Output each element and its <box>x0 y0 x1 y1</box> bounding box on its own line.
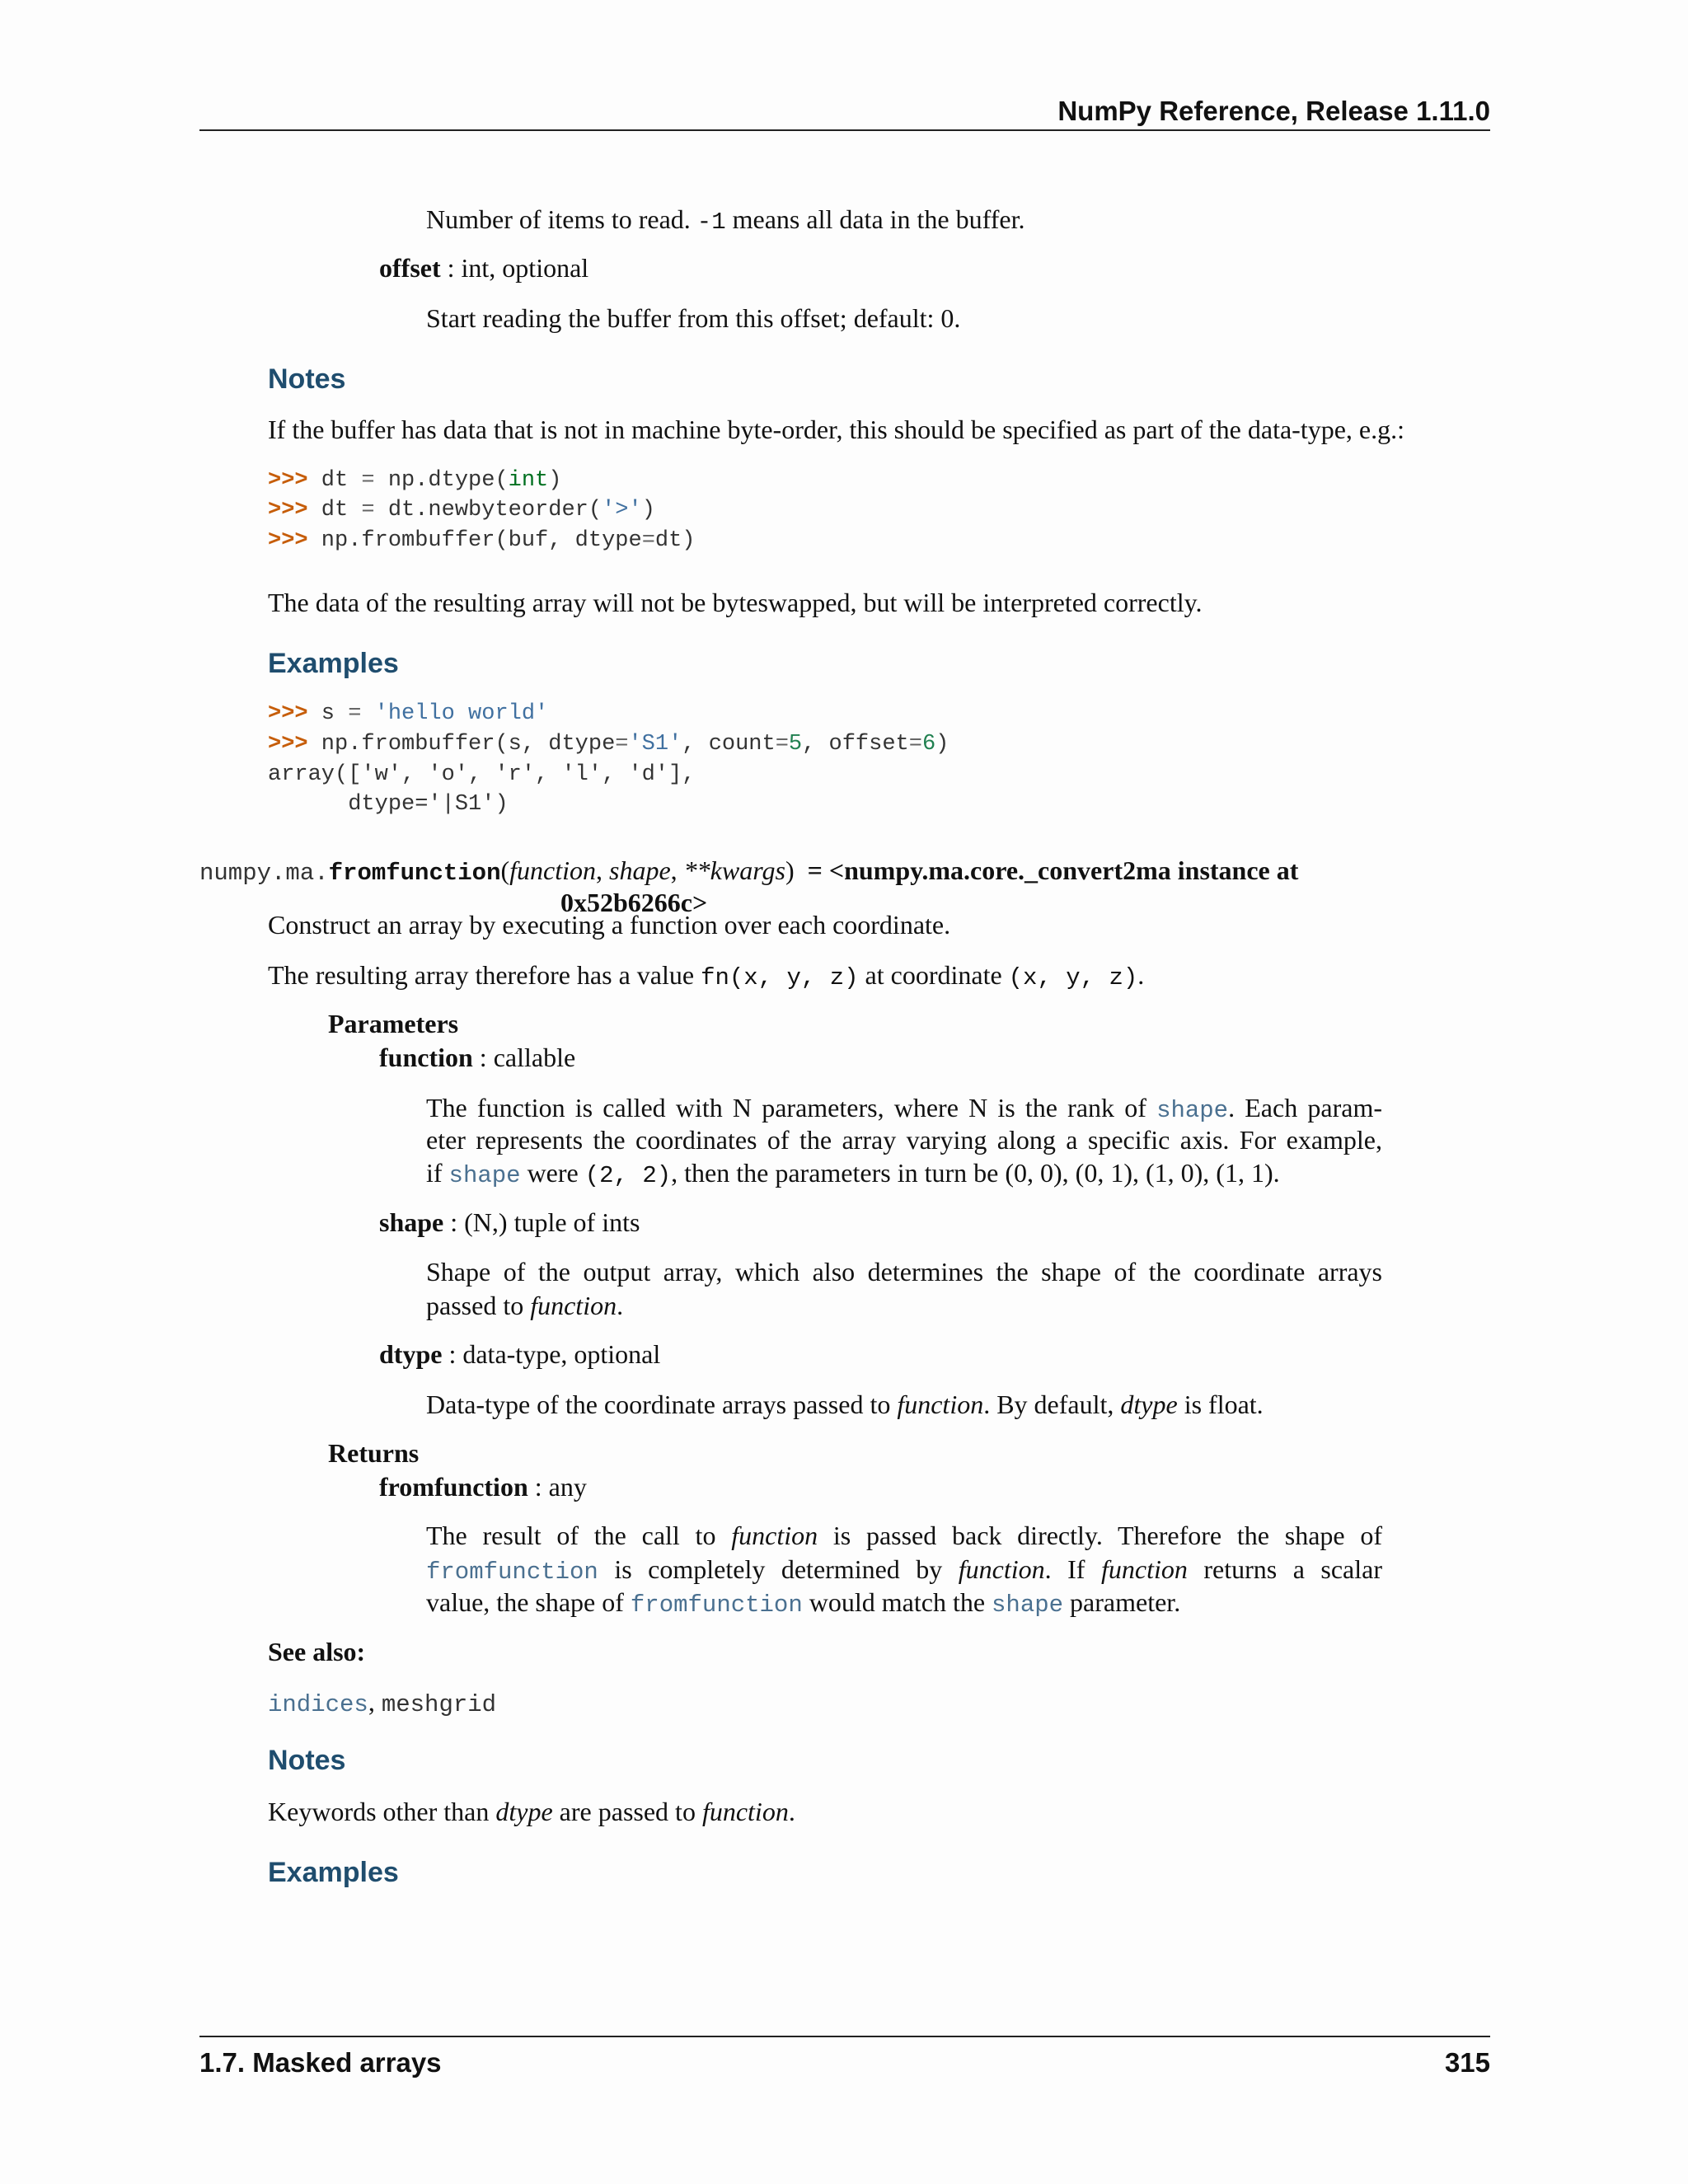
paren: ) <box>785 855 795 885</box>
operator: = <box>361 498 375 523</box>
prompt: >>> <box>268 701 308 726</box>
string: 'S1' <box>628 732 682 757</box>
meshgrid-ref: meshgrid <box>381 1691 497 1718</box>
notes-heading: Notes <box>268 363 346 395</box>
description: Construct an array by executing a function over each coordinate. <box>268 910 951 940</box>
text: . <box>1137 960 1145 990</box>
text: Keywords other than <box>268 1797 496 1826</box>
param-name: shape <box>379 1207 444 1237</box>
text: means all data in the buffer. <box>725 204 1025 234</box>
return-value <box>379 1474 587 1500</box>
text: , then the parameters in turn be (0, 0), (0, 1), (1, 0), (1, 1). <box>671 1158 1280 1188</box>
param-desc-line <box>426 1160 1280 1188</box>
text: function <box>1100 1554 1188 1584</box>
code: dt <box>307 468 362 493</box>
module-name: numpy.ma. <box>199 860 329 887</box>
param-desc-line <box>426 1292 623 1319</box>
examples-heading: Examples <box>268 648 399 679</box>
footer-section: 1.7. Masked arrays <box>199 2047 442 2078</box>
notes-heading: Notes <box>268 1745 346 1776</box>
text: if <box>426 1158 449 1188</box>
return-desc-line <box>426 1556 1382 1584</box>
offset-description: Start reading the buffer from this offset; default: 0. <box>426 303 961 333</box>
text: is float. <box>1177 1390 1264 1419</box>
header-rule <box>199 129 1490 131</box>
shape-link[interactable]: shape <box>1156 1097 1229 1124</box>
signature-value: = <numpy.ma.core._convert2ma instance at <box>800 855 1299 885</box>
text: . <box>788 1797 795 1826</box>
shape-link[interactable]: shape <box>992 1591 1064 1619</box>
text: parameter. <box>1063 1587 1181 1617</box>
code-line <box>268 703 548 725</box>
param-name: function <box>379 1043 473 1072</box>
notes-text <box>268 1798 795 1825</box>
code: np.dtype( <box>374 468 509 493</box>
param-offset <box>379 255 588 281</box>
code: s <box>307 701 349 726</box>
prompt: >>> <box>268 732 308 757</box>
string: '>' <box>602 498 642 523</box>
code: ) <box>548 468 562 493</box>
code-output: array(['w', 'o', 'r', 'l', 'd'], <box>268 762 696 787</box>
running-header: NumPy Reference, Release 1.11.0 <box>1057 96 1490 126</box>
prompt: >>> <box>268 498 308 523</box>
operator: = <box>361 468 375 493</box>
text: function <box>897 1390 984 1419</box>
code: (x, y, z) <box>1008 964 1138 991</box>
param-type: : int, optional <box>440 253 589 283</box>
text: . Each param- <box>1228 1093 1383 1122</box>
code-line <box>268 530 696 552</box>
return-desc-line <box>426 1589 1180 1617</box>
operator: = <box>615 732 629 757</box>
text: function <box>530 1291 617 1320</box>
prompt: >>> <box>268 468 308 493</box>
paren: ( <box>500 855 510 885</box>
code-line <box>268 499 655 522</box>
param-shape <box>379 1209 640 1235</box>
param: function <box>509 855 597 885</box>
text: value, the shape of <box>426 1587 631 1617</box>
text: . <box>617 1291 624 1320</box>
function-signature: numpy.ma.fromfunction(function, shape, **kwargs) = <numpy.ma.core._convert2ma instance at <box>199 855 1299 887</box>
indices-link[interactable]: indices <box>268 1691 368 1718</box>
page-number: 315 <box>1444 2047 1490 2078</box>
code: ) <box>641 498 655 523</box>
text: dtype <box>1120 1390 1178 1419</box>
returns-heading: Returns <box>328 1438 420 1468</box>
separator: , <box>368 1687 382 1717</box>
footer-rule <box>199 2036 1490 2037</box>
param-desc-line <box>426 1094 1382 1122</box>
text: function <box>701 1797 789 1826</box>
examples-heading: Examples <box>268 1857 399 1888</box>
param-name: offset <box>379 253 441 283</box>
signature-value-cont: 0x52b6266c> <box>560 888 708 917</box>
param: **kwargs <box>683 855 785 885</box>
number: 5 <box>788 732 803 757</box>
return-name: fromfunction <box>379 1472 528 1502</box>
code: -1 <box>696 209 726 236</box>
fromfunction-link[interactable]: fromfunction <box>630 1591 803 1619</box>
code: fn(x, y, z) <box>701 964 859 991</box>
text: . If <box>1044 1554 1101 1584</box>
code: (2, 2) <box>584 1162 672 1189</box>
text: dtype <box>495 1797 553 1826</box>
text: The result of the call to <box>426 1521 732 1550</box>
prompt: >>> <box>268 528 308 553</box>
param-desc-line: eter represents the coordinates of the array varying along a specific axis. For example, <box>426 1125 1382 1155</box>
text: The resulting array therefore has a value <box>268 960 701 990</box>
text: passed to <box>426 1291 531 1320</box>
count-description <box>426 206 1025 234</box>
code: dt.newbyteorder( <box>374 498 603 523</box>
code: , offset <box>802 732 909 757</box>
param-dtype <box>379 1341 660 1367</box>
code: np.frombuffer(buf, dtype <box>307 528 642 553</box>
code-output: dtype='|S1') <box>268 792 509 817</box>
builtin: int <box>508 468 549 493</box>
param-desc-line <box>426 1391 1264 1418</box>
text: . By default, <box>983 1390 1121 1419</box>
description <box>268 962 1144 990</box>
operator: = <box>908 732 922 757</box>
text: Data-type of the coordinate arrays passed to <box>426 1390 898 1419</box>
text: is completely determined by <box>598 1554 959 1584</box>
param: shape <box>609 855 671 885</box>
param-type: : data-type, optional <box>442 1339 661 1369</box>
notes-text: If the buffer has data that is not in machine byte-order, this should be specified as part of the data-type, e.g.: <box>268 415 1405 444</box>
text: were <box>520 1158 585 1188</box>
code: dt) <box>654 528 696 553</box>
code: dt <box>307 498 362 523</box>
shape-link[interactable]: shape <box>448 1162 521 1189</box>
text: would match the <box>802 1587 992 1617</box>
text: at coordinate <box>858 960 1009 990</box>
operator: = <box>348 701 362 726</box>
return-type: : any <box>528 1472 587 1502</box>
text: are passed to <box>552 1797 702 1826</box>
see-also-links <box>268 1689 496 1717</box>
param-function <box>379 1044 575 1071</box>
operator: = <box>641 528 655 553</box>
text: The function is called with N parameters, where N is the rank of <box>426 1093 1157 1122</box>
operator: = <box>775 732 789 757</box>
code: , count <box>682 732 776 757</box>
parameters-heading: Parameters <box>328 1009 459 1038</box>
param-name: dtype <box>379 1339 443 1369</box>
text: returns a scalar <box>1187 1554 1383 1584</box>
return-desc-line <box>426 1522 1382 1549</box>
text: is passed back directly. Therefore the shape of <box>818 1521 1383 1550</box>
notes-after-text: The data of the resulting array will not be byteswapped, but will be interpreted correctly. <box>268 588 1203 617</box>
fromfunction-link[interactable]: fromfunction <box>426 1558 598 1586</box>
string: 'hello world' <box>374 701 549 726</box>
param-desc-line: Shape of the output array, which also determines the shape of the coordinate arrays <box>426 1257 1382 1286</box>
text: function <box>958 1554 1045 1584</box>
code: np.frombuffer(s, dtype <box>307 732 616 757</box>
function-name: fromfunction <box>328 860 501 887</box>
see-also-label: See also: <box>268 1637 366 1666</box>
number: 6 <box>921 732 936 757</box>
code-line <box>268 470 561 492</box>
param-type: : callable <box>472 1043 576 1072</box>
text: Number of items to read. <box>426 204 697 234</box>
text: function <box>731 1521 818 1550</box>
code: ) <box>935 732 950 757</box>
param-type: : (N,) tuple of ints <box>443 1207 640 1237</box>
code-line <box>268 733 949 756</box>
